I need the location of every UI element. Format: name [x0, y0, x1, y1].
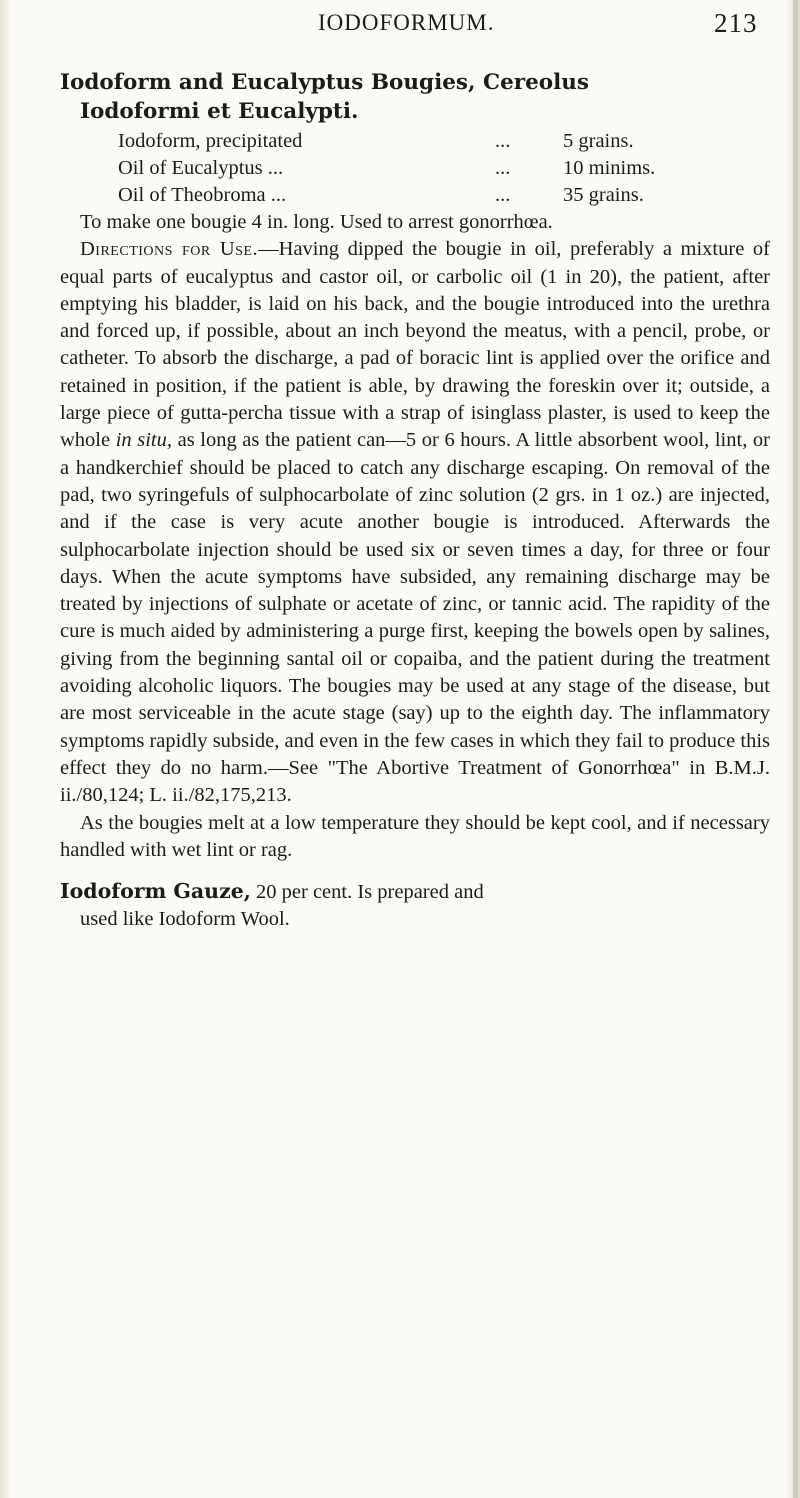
ingredient-quantity: 10 minims.	[563, 157, 656, 179]
bougies-entry	[40, 68, 770, 864]
in-situ-phrase: in situ,	[115, 429, 172, 452]
directions-text: —Having dipped the bougie in oil, preferably a mixture of equal parts of eucalyptus and castor oil, or carbolic oil (1 in 20), the patient, after emptying his bladder, is laid on his back, and the bougie introduced into the urethra and forced up, if possible, about an inch beyond the meatus, with a pencil, probe, or catheter. To absorb the discharge, a pad of boracic lint is applied over the orifice and retained in position, if the patient is able, by drawing the foreskin over it; outside, a large piece of gutta-percha tissue with a strap of isinglass plaster, is used to keep the whole	[60, 238, 770, 452]
ingredient-list	[40, 128, 770, 209]
directions-text-continued: as long as the patient can—5 or 6 hours. A little absorbent wool, lint, or a handkerchief should be placed to catch any discharge escaping. On removal of the pad, two syringefuls of sulphocarbolate of zinc solution (2 grs. in 1 oz.) are injected, and if the case is very acute another bougie is introduced. Afterwards the sulphocarbolate injection should be used six or seven times a day, for three or four days. When the acute symptoms have subsided, any remaining discharge may be treated by injections of sulphate or acetate of zinc, or tannic acid. The rapidity of the cure is much aided by administering a purge first, keeping the bowels open by salines, giving from the beginning santal oil or copaiba, and the patient during the treatment avoiding alcoholic liquors. The bougies may be used at any stage of the disease, but are most serviceable in the acute stage (say) up to the eighth day. The inflammatory symptoms rapidly subside, and even in the few cases in which they fail to produce this effect they do no harm.—See "The Abortive Treatment of Gonorrhœa" in B.M.J. ii./80,124; L. ii./82,175,213.	[60, 429, 770, 807]
ingredient-leader: ...	[495, 130, 511, 152]
scan-left-margin	[0, 0, 12, 1498]
entry-title: Iodoform and Eucalyptus Bougies, Cereolus	[60, 70, 590, 95]
storage-paragraph: As the bougies melt at a low temperature they should be kept cool, and if necessary handled with wet lint or rag.	[60, 811, 770, 861]
running-head: IODOFORMUM.	[318, 10, 495, 35]
make-instruction: To make one bougie 4 in. long. Used to arrest gonorrhœa.	[80, 211, 553, 233]
ingredient-row	[40, 128, 770, 155]
entry-subtitle: Iodoformi et Eucalypti.	[80, 99, 359, 124]
gauze-text-continued: used like Iodoform Wool.	[80, 908, 290, 931]
page-number: 213	[714, 8, 758, 38]
gauze-title: Iodoform Gauze,	[60, 879, 251, 904]
gauze-paragraph	[40, 878, 770, 906]
page-header	[0, 10, 800, 42]
ingredient-row	[40, 155, 770, 182]
ingredient-name: Oil of Theobroma ...	[118, 184, 287, 206]
ingredient-leader: ...	[495, 157, 511, 179]
gauze-entry	[40, 878, 770, 933]
ingredient-leader: ...	[495, 184, 511, 206]
page-content	[40, 68, 770, 933]
ingredient-name: Iodoform, precipitated	[118, 130, 303, 152]
page-edge-shadow	[793, 0, 798, 1498]
directions-paragraph	[40, 236, 770, 809]
ingredient-quantity: 35 grains.	[563, 184, 644, 206]
gauze-text: 20 per cent. Is prepared and	[256, 881, 484, 904]
directions-label: Directions for Use.	[80, 238, 259, 261]
ingredient-quantity: 5 grains.	[563, 130, 634, 152]
ingredient-name: Oil of Eucalyptus ...	[118, 157, 284, 179]
ingredient-row	[40, 182, 770, 209]
